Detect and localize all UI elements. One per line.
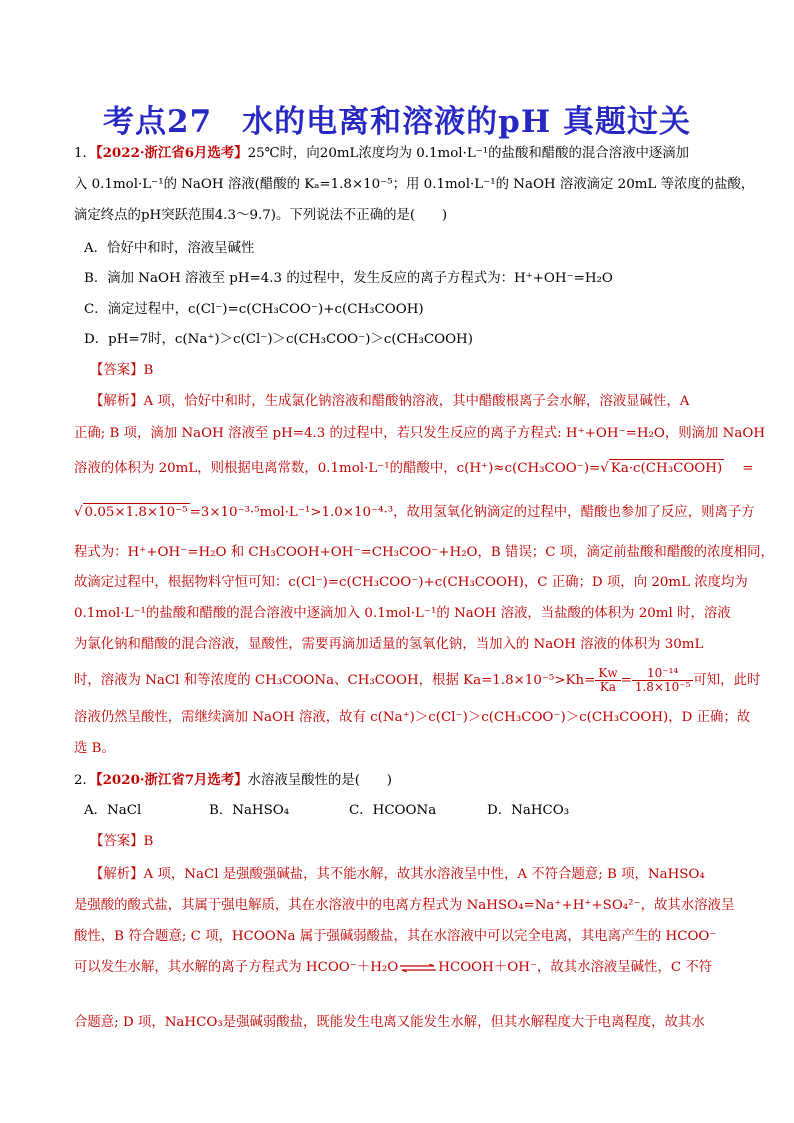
q1-sqrt-tail: = — [742, 461, 754, 476]
q1-analysis-line-5: 程式为：H⁺+OH⁻=H₂O 和 CH₃COOH+OH⁻=CH₃COO⁻+H₂O，B 错误；C 项，滴定前盐酸和醋酸的浓度相同， — [74, 545, 774, 560]
q2-options — [84, 802, 569, 820]
frac-num: 10⁻¹⁴ — [632, 667, 694, 681]
q1-option-d: D．pH=7时，c(Na⁺)＞c(Cl⁻)＞c(CH₃COO⁻)＞c(CH₃COOH) — [84, 332, 473, 347]
q1-option-a: A．恰好中和时，溶液呈碱性 — [84, 241, 255, 256]
q2-stem-line — [74, 771, 392, 790]
frac-kw: Kw — [595, 667, 620, 681]
page-title — [0, 96, 794, 141]
kh-kw-ka-fraction — [595, 667, 620, 694]
q2-analysis-line-3: 酸性，B 符合题意; C 项，HCOONa 属于强碱弱酸盐，其在水溶液中可以完全电离，其电离产生的 HCOO⁻ — [74, 929, 717, 944]
q1-analysis-line-11: 选 B。 — [74, 741, 115, 756]
q1-number: 1． — [74, 146, 96, 161]
q1-analysis-line-2: 正确; B 项，滴加 NaOH 溶液至 pH=4.3 的过程中，若只发生反应的离子方程式: H⁺+OH⁻=H₂O，则滴加 NaOH — [74, 426, 766, 441]
q1-answer: 【答案】B — [90, 363, 154, 378]
frac-equals: = — [620, 673, 632, 688]
q1-analysis-line-7: 0.1mol·L⁻¹的盐酸和醋酸的混合溶液中逐滴加入 0.1mol·L⁻¹的 NaOH 溶液，当盐酸的体积为 20ml 时，溶液 — [74, 606, 731, 621]
q2-analysis-line-4 — [74, 959, 712, 977]
q2-option-a: A．NaCl — [84, 803, 142, 818]
q1-stem-line-2: 入 0.1mol·L⁻¹的 NaOH 溶液(醋酸的 Kₐ=1.8×10⁻⁵；用 0.1mol·L⁻¹的 NaOH 溶液滴定 20mL 等浓度的盐酸， — [74, 177, 755, 192]
q1-option-c: C．滴定过程中，c(Cl⁻)=c(CH₃COO⁻)+c(CH₃COOH) — [84, 302, 424, 317]
q1-analysis-line-9 — [74, 667, 760, 694]
q1-analysis-line-8: 为氯化钠和醋酸的混合溶液，显酸性，需要再滴加适量的氢氧化钠，当加入的 NaOH 溶液的体积为 30mL — [74, 637, 704, 652]
q2-answer: 【答案】B — [90, 834, 154, 849]
q2-number: 2． — [74, 773, 96, 788]
q1-analysis-line-4 — [74, 503, 755, 522]
kh-value-fraction — [632, 667, 694, 694]
q2-source-tag: 【2020·浙江省7月选考】 — [95, 772, 248, 788]
q1-analysis-line-10: 溶液仍然呈酸性，需继续滴加 NaOH 溶液，故有 c(Na⁺)＞c(Cl⁻)＞c(CH₃COO⁻)＞c(CH₃COOH)，D 正确；故 — [74, 710, 751, 725]
q1-stem-line-1 — [74, 144, 689, 163]
q1-source-tag: 【2022·浙江省6月选考】 — [95, 145, 248, 161]
q2-analysis-4-text: 可以发生水解，其水解的离子方程式为 HCOO⁻＋H₂O — [74, 960, 399, 975]
q1-analysis-line-6: 故滴定过程中，根据物料守恒可知：c(Cl⁻)=c(CH₃COO⁻)+c(CH₃COOH)，C 正确；D 项，向 20mL 浓度均为 — [74, 575, 748, 590]
q1-stem-line-3: 滴定终点的pH突跃范围4.3～9.7)。下列说法不正确的是( ) — [74, 208, 448, 223]
title-main: 水的电离和溶液的pH 真题过关 — [242, 104, 691, 140]
q2-analysis-4-tail: HCOOH＋OH⁻，故其水溶液呈碱性，C 不符 — [438, 960, 713, 975]
q1-option-b: B．滴加 NaOH 溶液至 pH=4.3 的过程中，发生反应的离子方程式为：H⁺+OH⁻=H₂O — [84, 271, 613, 286]
q2-stem: 水溶液呈酸性的是( ) — [247, 773, 392, 788]
q1-analysis-line-3 — [74, 459, 753, 478]
q2-option-d: D．NaHCO₃ — [487, 803, 570, 818]
q1-sqrt-ka: Ka·c(CH₃COOH) — [610, 461, 723, 476]
q2-analysis-line-5: 合题意; D 项，NaHCO₃是强碱弱酸盐，既能发生电离又能发生水解，但其水解程度大于电离程度，故其水 — [74, 1015, 705, 1030]
q1-analysis-line-1: 【解析】A 项，恰好中和时，生成氯化钠溶液和醋酸钠溶液，其中醋酸根离子会水解，溶液显碱性，A — [90, 394, 690, 409]
frac-ka: Ka — [599, 680, 617, 694]
title-prefix: 考点27 — [103, 104, 213, 140]
q1-stem-1: 25℃时，向20mL浓度均为 0.1mol·L⁻¹的盐酸和醋酸的混合溶液中逐滴加 — [247, 146, 690, 161]
q2-option-b: B．NaHSO₄ — [209, 803, 290, 818]
q1-analysis-9-text: 时，溶液为 NaCl 和等浓度的 CH₃COONa、CH₃COOH，根据 Ka=1.8×10⁻⁵>Kh= — [74, 673, 596, 688]
q1-analysis-9-tail: 可知，此时 — [693, 673, 761, 688]
q1-analysis-4-text: =3×10⁻³·⁵mol·L⁻¹>1.0×10⁻⁴·³，故用氢氧化钠滴定的过程中，醋酸也参加了反应，则离子方 — [189, 505, 755, 520]
q2-analysis-line-1: 【解析】A 项，NaCl 是强酸强碱盐，其不能水解，故其水溶液呈中性，A 不符合题意; B 项，NaHSO₄ — [90, 867, 705, 882]
q1-sqrt-value: 0.05×1.8×10⁻⁵ — [84, 505, 188, 520]
q1-analysis-3-text: 溶液的体积为 20mL，则根据电离常数，0.1mol·L⁻¹的醋酸中，c(H⁺)≈c(CH₃COO⁻)= — [74, 461, 601, 476]
sqrt-symbol: √ — [600, 461, 609, 476]
equilibrium-arrow-icon — [398, 964, 438, 972]
q2-option-c: C．HCOONa — [349, 803, 437, 818]
sqrt-symbol-2: √ — [74, 505, 83, 520]
frac-den: 1.8×10⁻⁵ — [634, 680, 691, 694]
q2-analysis-line-2: 是强酸的酸式盐，其属于强电解质，其在水溶液中的电离方程式为 NaHSO₄=Na⁺+H⁺+SO₄²⁻，故其水溶液呈 — [74, 898, 735, 913]
